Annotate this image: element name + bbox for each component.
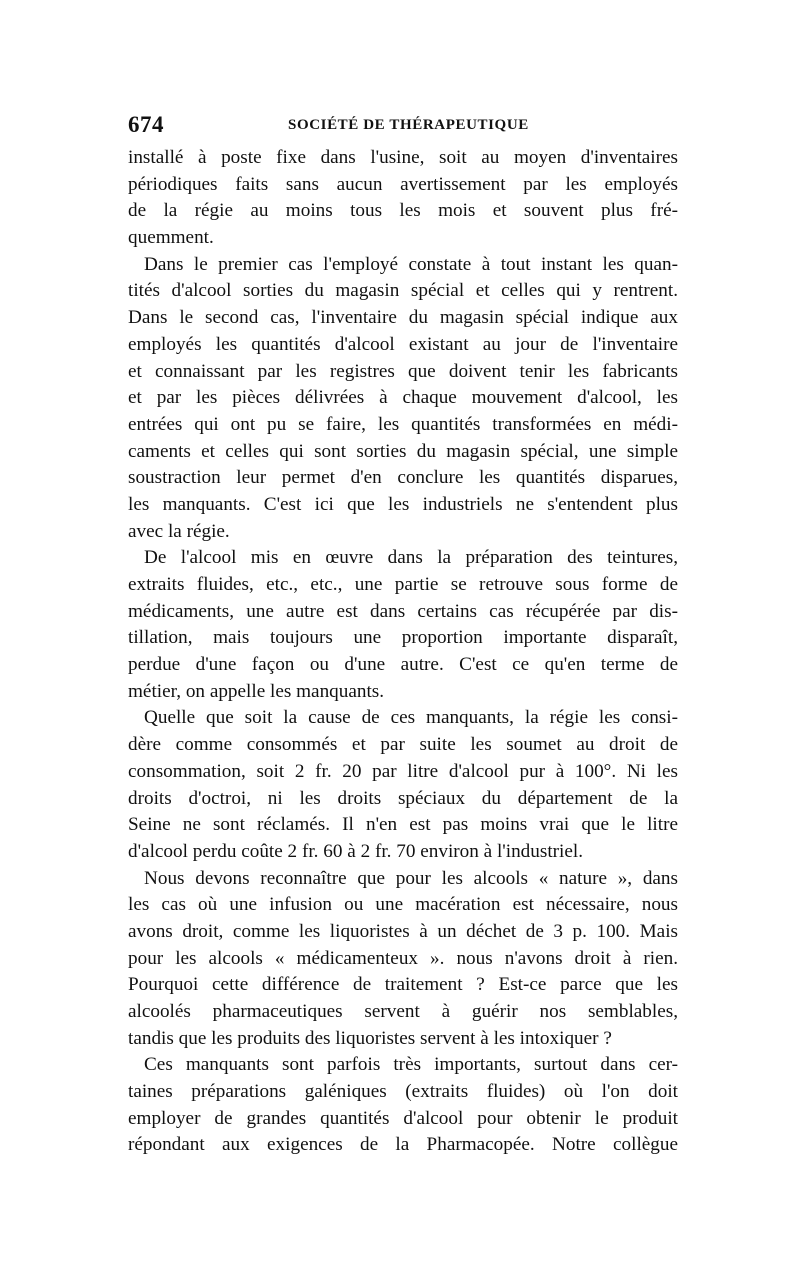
text-line: Quelle que soit la cause de ces manquants, la régie les consi- bbox=[144, 707, 678, 729]
text-line: caments et celles qui sont sorties du magasin spécial, une simple bbox=[128, 440, 678, 462]
text-line: Dans le premier cas l'employé constate à tout instant les quan- bbox=[144, 253, 678, 275]
text-line: tillation, mais toujours une proportion importante disparaît, bbox=[128, 627, 678, 649]
text-line: De l'alcool mis en œuvre dans la préparation des teintures, bbox=[144, 547, 678, 569]
text-line: tandis que les produits des liquoristes servent à les intoxiquer ? bbox=[128, 1027, 612, 1049]
page-number: 674 bbox=[128, 112, 164, 137]
body-text bbox=[128, 145, 678, 1159]
text-line: médicaments, une autre est dans certains cas récupérée par dis- bbox=[128, 600, 678, 622]
text-line: métier, on appelle les manquants. bbox=[128, 680, 385, 702]
text-line: de la régie au moins tous les mois et souvent plus fré- bbox=[128, 200, 678, 222]
text-line: d'alcool perdu coûte 2 fr. 60 à 2 fr. 70 environ à l'industriel. bbox=[128, 840, 584, 862]
text-line: tités d'alcool sorties du magasin spécial et celles qui y rentrent. bbox=[128, 280, 678, 302]
text-line: pour les alcools « médicamenteux ». nous n'avons droit à rien. bbox=[128, 947, 678, 969]
text-line: perdue d'une façon ou d'une autre. C'est ce qu'en terme de bbox=[128, 654, 678, 676]
text-line: extraits fluides, etc., etc., une partie se retrouve sous forme de bbox=[128, 574, 678, 595]
text-line: et connaissant par les registres que doivent tenir les fabricants bbox=[128, 360, 678, 382]
text-line: Nous devons reconnaître que pour les alcools « nature », dans bbox=[144, 867, 678, 889]
text-line: dère comme consommés et par suite les soumet au droit de bbox=[128, 734, 678, 756]
text-line: Dans le second cas, l'inventaire du magasin spécial indique aux bbox=[128, 307, 678, 329]
text-line: installé à poste fixe dans l'usine, soit au moyen d'inventaires bbox=[128, 147, 678, 168]
text-line: Ces manquants sont parfois très importants, surtout dans cer- bbox=[144, 1054, 678, 1076]
text-line: alcoolés pharmaceutiques servent à guérir nos semblables, bbox=[128, 1001, 678, 1022]
text-line: quemment. bbox=[128, 227, 214, 249]
text-line: avons droit, comme les liquoristes à un déchet de 3 p. 100. Mais bbox=[128, 920, 678, 942]
text-line: taines préparations galéniques (extraits fluides) où l'on doit bbox=[128, 1081, 678, 1103]
text-line: consommation, soit 2 fr. 20 par litre d'alcool pur à 100°. Ni les bbox=[128, 760, 678, 782]
text-line: soustraction leur permet d'en conclure les quantités disparues, bbox=[128, 467, 678, 489]
text-line: employer de grandes quantités d'alcool pour obtenir le produit bbox=[128, 1107, 678, 1129]
text-line: les manquants. C'est ici que les industriels ne s'entendent plus bbox=[128, 493, 678, 515]
text-line: les cas où une infusion ou une macération est nécessaire, nous bbox=[128, 894, 678, 916]
running-head-title: SOCIÉTÉ DE THÉRAPEUTIQUE bbox=[288, 117, 529, 133]
text-line: périodiques faits sans aucun avertissement par les employés bbox=[128, 173, 678, 195]
running-head bbox=[128, 112, 678, 142]
text-line: avec la régie. bbox=[128, 520, 230, 542]
text-line: droits d'octroi, ni les droits spéciaux du département de la bbox=[128, 787, 678, 809]
text-line: Seine ne sont réclamés. Il n'en est pas moins vrai que le litre bbox=[128, 814, 678, 836]
text-line: employés les quantités d'alcool existant au jour de l'inventaire bbox=[128, 333, 678, 355]
text-line: répondant aux exigences de la Pharmacopée. Notre collègue bbox=[128, 1134, 678, 1156]
text-line: et par les pièces délivrées à chaque mouvement d'alcool, les bbox=[128, 387, 678, 409]
text-line: Pourquoi cette différence de traitement ? Est-ce parce que les bbox=[128, 974, 678, 996]
text-line: entrées qui ont pu se faire, les quantités transformées en médi- bbox=[128, 413, 678, 435]
